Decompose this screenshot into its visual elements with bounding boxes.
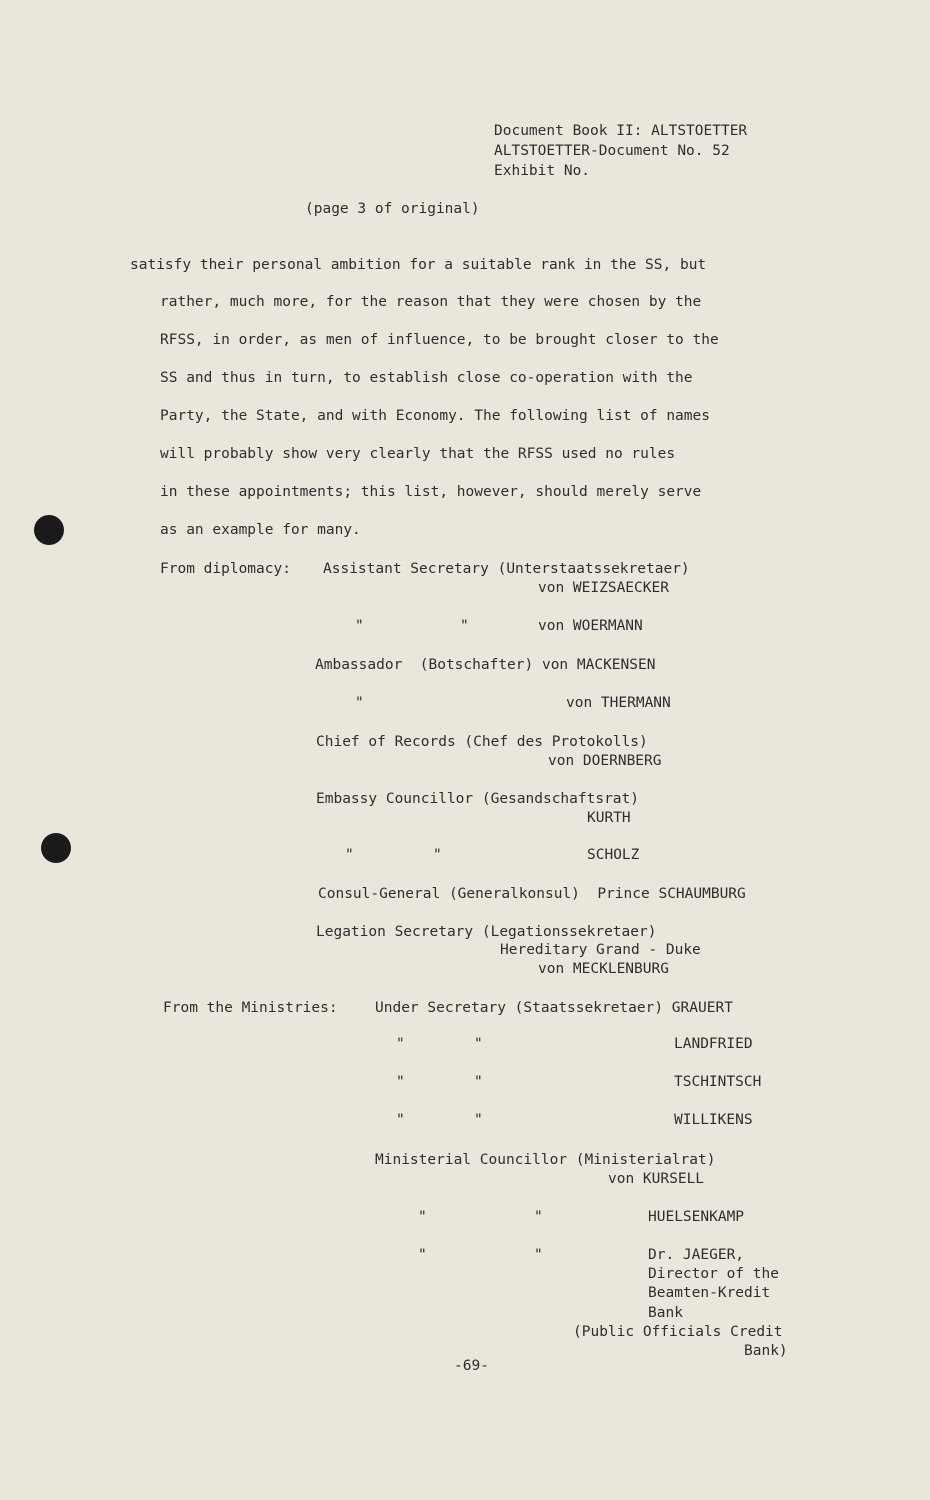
name-entry: von MECKLENBURG [538,961,669,977]
ditto-mark: " [534,1247,543,1263]
name-entry: KURTH [587,810,631,826]
under-secretary-entry: Under Secretary (Staatssekretaer) GRAUERT [375,1000,733,1016]
ditto-mark: " [418,1209,427,1225]
paragraph-line: satisfy their personal ambition for a suitable rank in the SS, but [130,257,707,273]
page-reference: (page 3 of original) [305,201,480,217]
paragraph-line: rather, much more, for the reason that they were chosen by the [160,294,702,310]
header-document-book: Document Book II: ALTSTOETTER [494,123,748,139]
ditto-mark: " [396,1112,405,1128]
name-entry: LANDFRIED [674,1036,753,1052]
name-entry: Dr. JAEGER, [648,1247,745,1263]
ambassador-entry: Ambassador (Botschafter) von MACKENSEN [315,657,656,673]
paragraph-line: will probably show very clearly that the RFSS used no rules [160,446,676,462]
name-entry-detail: Director of the [648,1266,779,1282]
name-entry-detail: Beamten-Kredit [648,1285,771,1301]
name-entry: von DOERNBERG [548,753,662,769]
name-entry: von WEIZSAECKER [538,580,669,596]
name-entry: von KURSELL [608,1171,705,1187]
paragraph-line: Party, the State, and with Economy. The following list of names [160,408,710,424]
header-document-number: ALTSTOETTER-Document No. 52 [494,143,730,159]
name-entry: SCHOLZ [587,847,640,863]
paragraph-line: SS and thus in turn, to establish close co-operation with the [160,370,693,386]
header-exhibit: Exhibit No. [494,163,591,179]
name-entry: Hereditary Grand - Duke [500,942,701,958]
name-entry: von WOERMANN [538,618,643,634]
legation-secretary-title: Legation Secretary (Legationssekretaer) [316,924,657,940]
ditto-mark: " [418,1247,427,1263]
diplomacy-heading: From diplomacy: [160,561,291,577]
paragraph-line: in these appointments; this list, however, should merely serve [160,484,702,500]
paragraph-line: as an example for many. [160,522,361,538]
page-number: -69- [454,1358,489,1374]
ditto-mark: " [355,695,364,711]
assistant-secretary-title: Assistant Secretary (Unterstaatssekretaer) [323,561,690,577]
ministerial-councillor-title: Ministerial Councillor (Ministerialrat) [375,1152,716,1168]
ministries-heading: From the Ministries: [163,1000,338,1016]
ditto-mark: " [474,1074,483,1090]
paragraph-line: RFSS, in order, as men of influence, to be brought closer to the [160,332,719,348]
ditto-mark: " [474,1036,483,1052]
ditto-mark: " [433,847,442,863]
ditto-mark: " [396,1036,405,1052]
name-entry: von THERMANN [566,695,671,711]
name-entry: HUELSENKAMP [648,1209,745,1225]
ditto-mark: " [345,847,354,863]
name-entry-detail: (Public Officials Credit [573,1324,783,1340]
ditto-mark: " [396,1074,405,1090]
name-entry: TSCHINTSCH [674,1074,762,1090]
embassy-councillor-title: Embassy Councillor (Gesandschaftsrat) [316,791,640,807]
ditto-mark: " [355,618,364,634]
name-entry: WILLIKENS [674,1112,753,1128]
chief-of-records-title: Chief of Records (Chef des Protokolls) [316,734,648,750]
consul-general-entry: Consul-General (Generalkonsul) Prince SCHAUMBURG [318,886,746,902]
punch-hole-top [34,515,64,545]
name-entry-detail: Bank) [744,1343,788,1359]
ditto-mark: " [534,1209,543,1225]
punch-hole-bottom [41,833,71,863]
name-entry-detail: Bank [648,1305,683,1321]
ditto-mark: " [460,618,469,634]
ditto-mark: " [474,1112,483,1128]
